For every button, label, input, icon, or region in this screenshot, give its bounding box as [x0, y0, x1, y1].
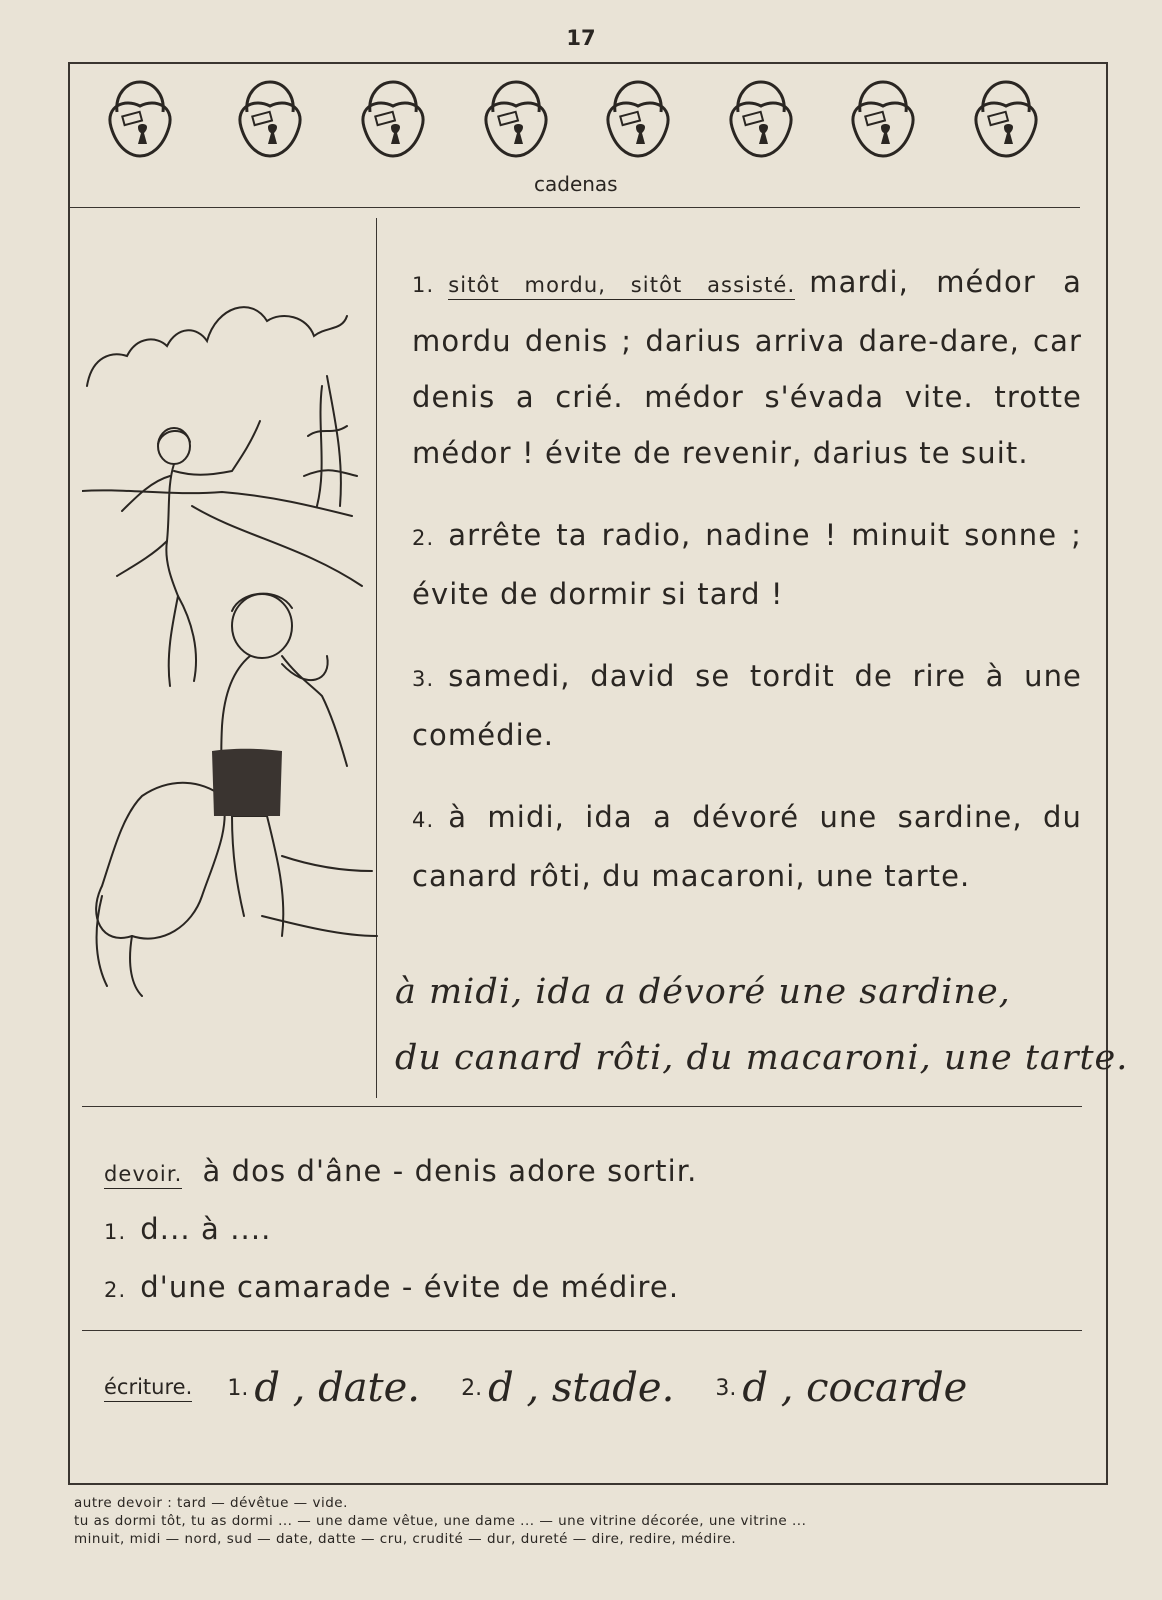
paragraph-number: 2.	[412, 526, 435, 550]
footer-line: minuit, midi — nord, sud — date, datte — cru, crudité — dur, dureté — dire, redire, médire.	[74, 1531, 737, 1547]
handwriting-heading: écriture.	[104, 1375, 192, 1402]
cursive-line-2: du canard rôti, du macaroni, une tarte.	[395, 1038, 1129, 1078]
homework-example	[104, 1142, 1064, 1200]
padlock-icon	[726, 72, 796, 162]
divider-bottom	[82, 1330, 1082, 1331]
page-number: 17	[566, 26, 596, 50]
footer-line: tu as dormi tôt, tu as dormi ... — une dame vêtue, une dame ... — une vitrine décorée, une vitrine ...	[74, 1513, 807, 1529]
padlock-icon	[971, 72, 1041, 162]
paragraph-3	[412, 648, 1082, 763]
handwriting-item-number: 2.	[461, 1375, 483, 1401]
paragraph-number: 3.	[412, 667, 435, 691]
handwriting-item: d , stade.	[488, 1365, 675, 1411]
footer-notes	[74, 1494, 1114, 1548]
handwriting-item-number: 3.	[715, 1375, 737, 1401]
divider-top	[70, 207, 1080, 208]
paragraph-text: mardi, médor a mordu denis ; darius arriva dare-dare, car denis a crié. médor s'évada vite. trotte médor ! évite de revenir, darius te suit.	[412, 265, 1083, 470]
homework-item	[104, 1200, 1064, 1258]
homework-item-text: d... à ....	[140, 1212, 272, 1246]
homework-item	[104, 1258, 1064, 1316]
padlock-icon	[848, 72, 918, 162]
paragraph-2	[412, 507, 1082, 622]
homework-item-text: d'une camarade - évite de médire.	[140, 1270, 680, 1304]
paragraph-4	[412, 789, 1082, 904]
padlock-icon	[358, 72, 428, 162]
paragraph-number: 1.	[412, 273, 435, 297]
homework-example-text: à dos d'âne - denis adore sortir.	[202, 1154, 698, 1188]
handwriting-item: d , cocarde	[742, 1365, 968, 1411]
homework-item-number: 2.	[104, 1278, 127, 1302]
cursive-line-1: à midi, ida a dévoré une sardine,	[395, 972, 1011, 1012]
padlock-icon	[235, 72, 305, 162]
paragraph-text: samedi, david se tordit de rire à une comédie.	[412, 659, 1082, 752]
homework-heading: devoir.	[104, 1162, 182, 1189]
handwriting-section	[104, 1365, 1084, 1425]
divider-middle	[82, 1106, 1082, 1107]
boys-and-dog-illustration	[82, 296, 382, 1016]
footer-line: autre devoir : tard — dévêtue — vide.	[74, 1495, 348, 1511]
handwriting-item: d , date.	[254, 1365, 421, 1411]
padlock-icon	[481, 72, 551, 162]
handwriting-item-number: 1.	[227, 1375, 249, 1401]
paragraph-text: à midi, ida a dévoré une sardine, du canard rôti, du macaroni, une tarte.	[412, 800, 1082, 893]
padlock-caption: cadenas	[534, 172, 618, 196]
paragraph-number: 4.	[412, 808, 435, 832]
homework-item-number: 1.	[104, 1220, 127, 1244]
padlock-icon	[105, 72, 175, 162]
padlock-icon	[603, 72, 673, 162]
paragraph-heading: sitôt mordu, sitôt assisté.	[448, 273, 795, 300]
padlock-row	[105, 72, 1065, 162]
paragraph-1	[412, 254, 1082, 481]
reading-text	[412, 254, 1082, 930]
paragraph-text: arrête ta radio, nadine ! minuit sonne ; évite de dormir si tard !	[412, 518, 1082, 611]
homework-section	[104, 1142, 1064, 1316]
